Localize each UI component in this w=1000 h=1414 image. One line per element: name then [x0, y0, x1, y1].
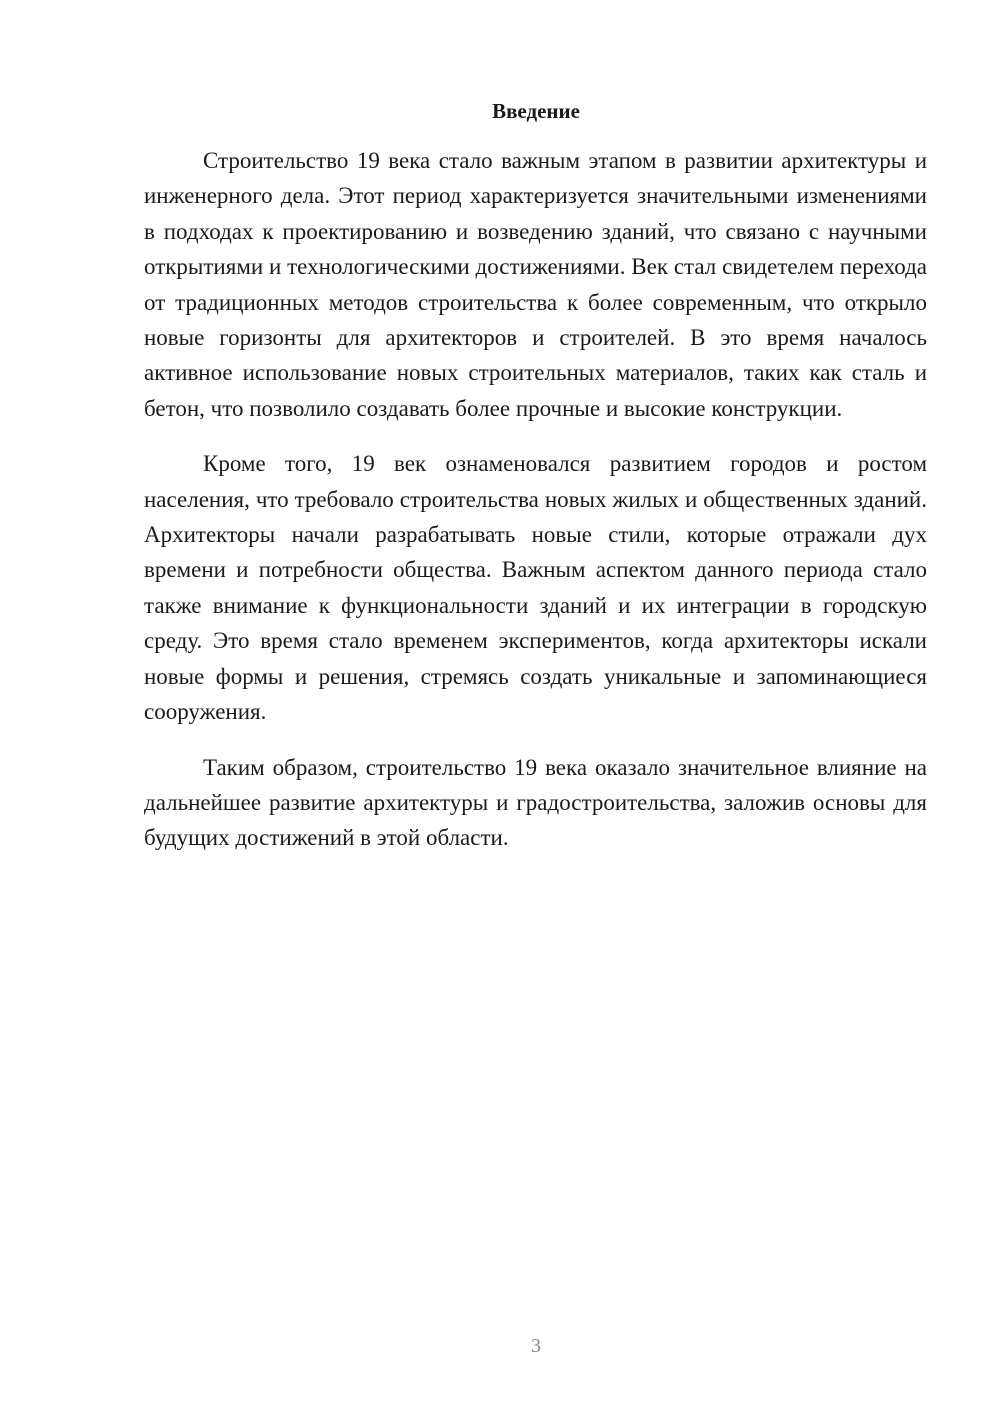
page-number: 3	[531, 1335, 541, 1357]
body-text	[144, 143, 927, 876]
paragraph-1: Строительство 19 века стало важным этапом в развитии архитектуры и инженерного дела. Этот период характеризуется значительными изменениями в подходах к проектированию и возведению зданий, что связано с научными открытиями и технологическими достижениями. Век стал свидетелем перехода от традиционных методов строительства к более современным, что открыло новые горизонты для архитекторов и строителей. В это время началось активное использование новых строительных материалов, таких как сталь и бетон, что позволило создавать более прочные и высокие конструкции.	[144, 148, 927, 421]
paragraph-2: Кроме того, 19 век ознаменовался развитием городов и ростом населения, что требовало строительства новых жилых и общественных зданий. Архитекторы начали разрабатывать новые стили, которые отражали дух времени и потребности общества. Важным аспектом данного периода стало также внимание к функциональности зданий и их интеграции в городскую среду. Это время стало временем экспериментов, когда архитекторы искали новые формы и решения, стремясь создать уникальные и запоминающиеся сооружения.	[144, 451, 927, 725]
paragraph-3: Таким образом, строительство 19 века оказало значительное влияние на дальнейшее развитие архитектуры и градостроительства, заложив основы для будущих достижений в этой области.	[144, 754, 927, 851]
section-heading: Введение	[492, 99, 580, 123]
